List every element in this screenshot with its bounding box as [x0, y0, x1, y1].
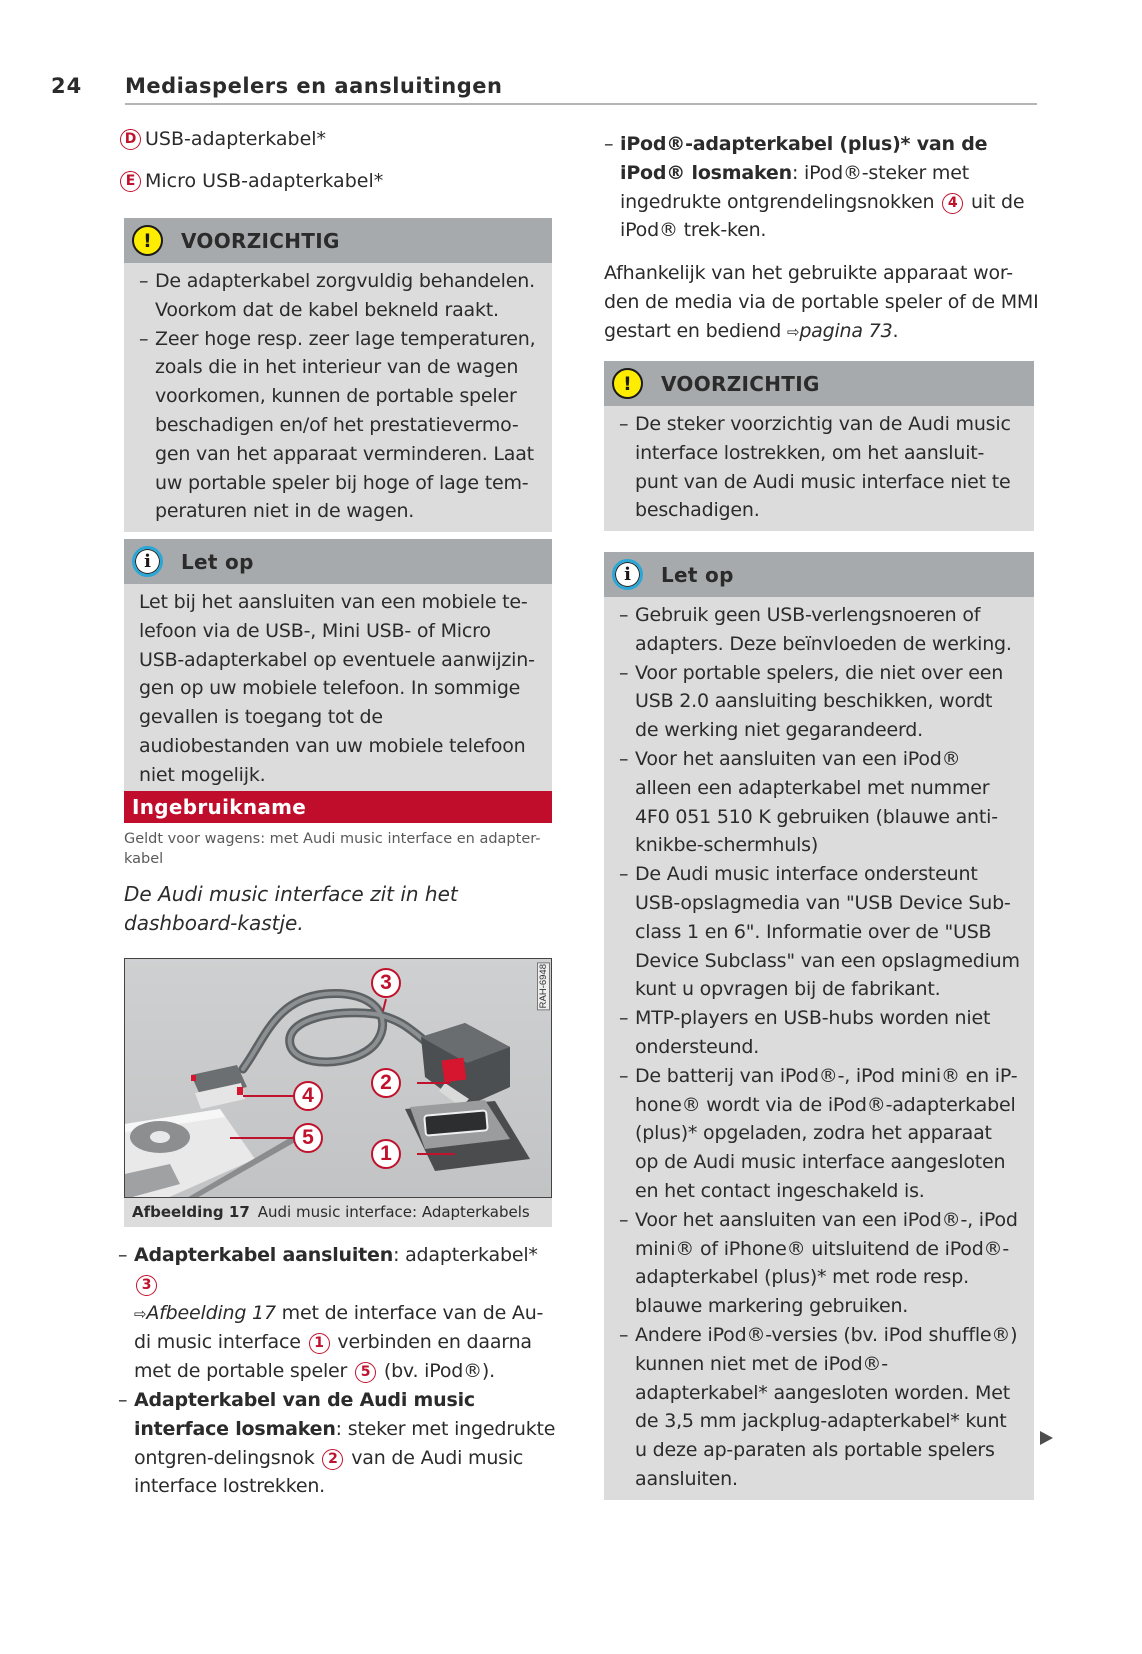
figure-code: RAH-6948: [538, 964, 549, 1009]
figure-callout-5: 5: [293, 1123, 323, 1153]
adapter-cable-illustration: [125, 959, 552, 1198]
figure-callout-1: 1: [371, 1139, 401, 1169]
caution-box-header: [604, 361, 1034, 406]
link-arrow-icon: ⇨: [134, 1304, 147, 1323]
step-title: iPod®-adapterkabel (plus)* van de iPod® losmaken: [620, 133, 988, 184]
section-intro: De Audi music interface zit in het dashboard-kastje.: [124, 882, 458, 935]
figure-callout-2: 2: [371, 1068, 401, 1098]
figure-callout-4: 4: [293, 1081, 323, 1111]
media-paragraph: [604, 259, 1040, 346]
note-box-header: [604, 552, 1034, 597]
info-icon: i: [132, 546, 163, 577]
callout-4-icon: 4: [942, 193, 963, 214]
paragraph-text: Afhankelijk van het gebruikte apparaat wor-den de media via de portable speler of de MMI gestart en bediend: [604, 262, 1039, 342]
step-title: Adapterkabel aansluiten: [134, 1244, 394, 1266]
caution-item: – Zeer hoge resp. zeer lage temperaturen, zoals die in het interieur van de wagen voorkomen, kunnen de portable speler beschadigen en/of het prestatievermo-gen van het apparaat verminderen. Laat uw portable speler bij hoge of lage tem-peraturen niet in de wagen.: [139, 325, 538, 527]
header-divider: [125, 103, 1037, 105]
paragraph-text: .: [892, 319, 899, 342]
warning-icon: !: [612, 368, 643, 399]
step-text: : steker met ingedrukte ontgren-delingsnok: [134, 1417, 556, 1469]
figure-17: [124, 958, 552, 1227]
note-text: Let bij het aansluiten van een mobiele te-lefoon via de USB-, Mini USB- of Micro USB-adapterkabel op eventuele aanwijzin-gen op uw mobiele telefoon. In sommige gevallen is toegang tot de audiobestanden van uw mobiele telefoon niet mogelijk.: [139, 591, 535, 786]
legend-item-e: [118, 160, 558, 202]
figure-caption-label: Afbeelding 17: [132, 1203, 250, 1221]
note-item: – Gebruik geen USB-verlengsnoeren of adapters. Deze beïnvloeden de werking.: [619, 601, 1020, 659]
caution-box: [604, 361, 1034, 531]
caution-box-body: [124, 263, 552, 532]
note-box-header: [124, 539, 552, 584]
steps-list: [118, 1241, 556, 1501]
caution-title: VOORZICHTIG: [181, 228, 340, 253]
caution-box: [124, 218, 552, 532]
chapter-title: Mediaspelers en aansluitingen: [125, 74, 503, 98]
note-item: – Voor portable spelers, die niet over een USB 2.0 aansluiting beschikken, wordt de werking niet gegarandeerd.: [619, 659, 1020, 745]
page-header: [0, 0, 1142, 110]
step-text: : iPod®-steker met ingedrukte ontgrendelingsnokken: [620, 161, 969, 213]
callout-2-icon: 2: [322, 1449, 343, 1470]
figure-image: [124, 958, 552, 1198]
legend-list: [118, 118, 558, 202]
note-box-body: [604, 597, 1034, 1500]
callout-5-icon: 5: [355, 1362, 376, 1383]
note-title: Let op: [661, 562, 734, 587]
legend-label: Micro USB-adapterkabel*: [145, 170, 384, 192]
caution-box-header: [124, 218, 552, 263]
callout-1-icon: 1: [309, 1333, 330, 1354]
step-disconnect: [118, 1386, 556, 1501]
link-arrow-icon: ⇨: [786, 322, 800, 341]
caution-box-body: [604, 406, 1034, 531]
step-text: met de interface van de Au-di music interface: [134, 1301, 544, 1354]
info-icon: i: [612, 559, 643, 590]
figure-reference-link[interactable]: Afbeelding 17: [146, 1301, 276, 1324]
note-item: – Voor het aansluiten van een iPod® alleen een adapterkabel met nummer 4F0 051 510 K gebruiken (blauwe anti-knikbe-schermhuls): [619, 745, 1020, 860]
note-item: – Voor het aansluiten van een iPod®-, iPod mini® of iPhone® uitsluitend de iPod®-adapterkabel (plus)* met rode resp. blauwe markering gebruiken.: [619, 1206, 1020, 1321]
note-item: – De Audi music interface ondersteunt USB-opslagmedia van "USB Device Sub-class 1 en 6". Informatie over de "USB Device Subclass" van een opslagmedium kunt u opvragen bij de fabrikant.: [619, 860, 1020, 1004]
figure-caption-text: Audi music interface: Adapterkabels: [257, 1203, 530, 1221]
step-text: verbinden en daarna met de portable speler: [134, 1331, 532, 1383]
right-column: [604, 130, 1039, 1490]
page-number: 24: [51, 74, 83, 98]
note-item: – Andere iPod®-versies (bv. iPod shuffle®) kunnen niet met de iPod®-adapterkabel* aangesloten worden. Met de 3,5 mm jackplug-adapterkabel* kunt u deze ap-paraten als portable spelers aansluiten.: [619, 1321, 1020, 1494]
callout-3-icon: 3: [136, 1275, 157, 1296]
section-heading: Ingebruikname: [124, 791, 552, 823]
note-box-body: [124, 584, 552, 796]
page-reference-link[interactable]: pagina 73: [799, 319, 893, 342]
step-text: : adapterkabel*: [393, 1244, 538, 1266]
continue-arrow-icon[interactable]: [1040, 1431, 1053, 1445]
step-connect: [118, 1241, 556, 1386]
callout-d-icon: D: [120, 129, 141, 150]
applies-to-note: Geldt voor wagens: met Audi music interface en adapter-kabel: [124, 831, 541, 867]
figure-caption: [124, 1198, 552, 1227]
step-ipod-disconnect: [604, 130, 1034, 245]
caution-item: – De steker voorzichtig van de Audi music interface lostrekken, om het aansluit-punt van de Audi music interface niet te beschadigen.: [619, 410, 1020, 525]
step-text: van de Audi music interface lostrekken.: [134, 1446, 524, 1498]
step-title: Adapterkabel van de Audi music interface losmaken: [134, 1388, 475, 1440]
note-item: – MTP-players en USB-hubs worden niet ondersteund.: [619, 1004, 1020, 1062]
note-title: Let op: [181, 549, 254, 574]
caution-title: VOORZICHTIG: [661, 371, 820, 396]
note-item: – De batterij van iPod®-, iPod mini® en iP-hone® wordt via de iPod®-adapterkabel (plus)* opgeladen, zodra het apparaat op de Audi music interface aangesloten en het contact ingeschakeld is.: [619, 1062, 1020, 1206]
note-box: [604, 552, 1034, 1500]
step-text: (bv. iPod®).: [378, 1360, 495, 1383]
warning-icon: !: [132, 225, 163, 256]
figure-callout-3: 3: [371, 968, 401, 998]
note-box: [124, 539, 552, 796]
legend-label: USB-adapterkabel*: [145, 128, 327, 150]
step-text: uit de iPod® trek-ken.: [620, 190, 1025, 242]
legend-item-d: [118, 118, 558, 160]
callout-e-icon: E: [120, 171, 141, 192]
left-column: [124, 128, 556, 1498]
steps-list-right: [604, 130, 1034, 245]
caution-item: – De adapterkabel zorgvuldig behandelen. Voorkom dat de kabel bekneld raakt.: [139, 267, 538, 325]
